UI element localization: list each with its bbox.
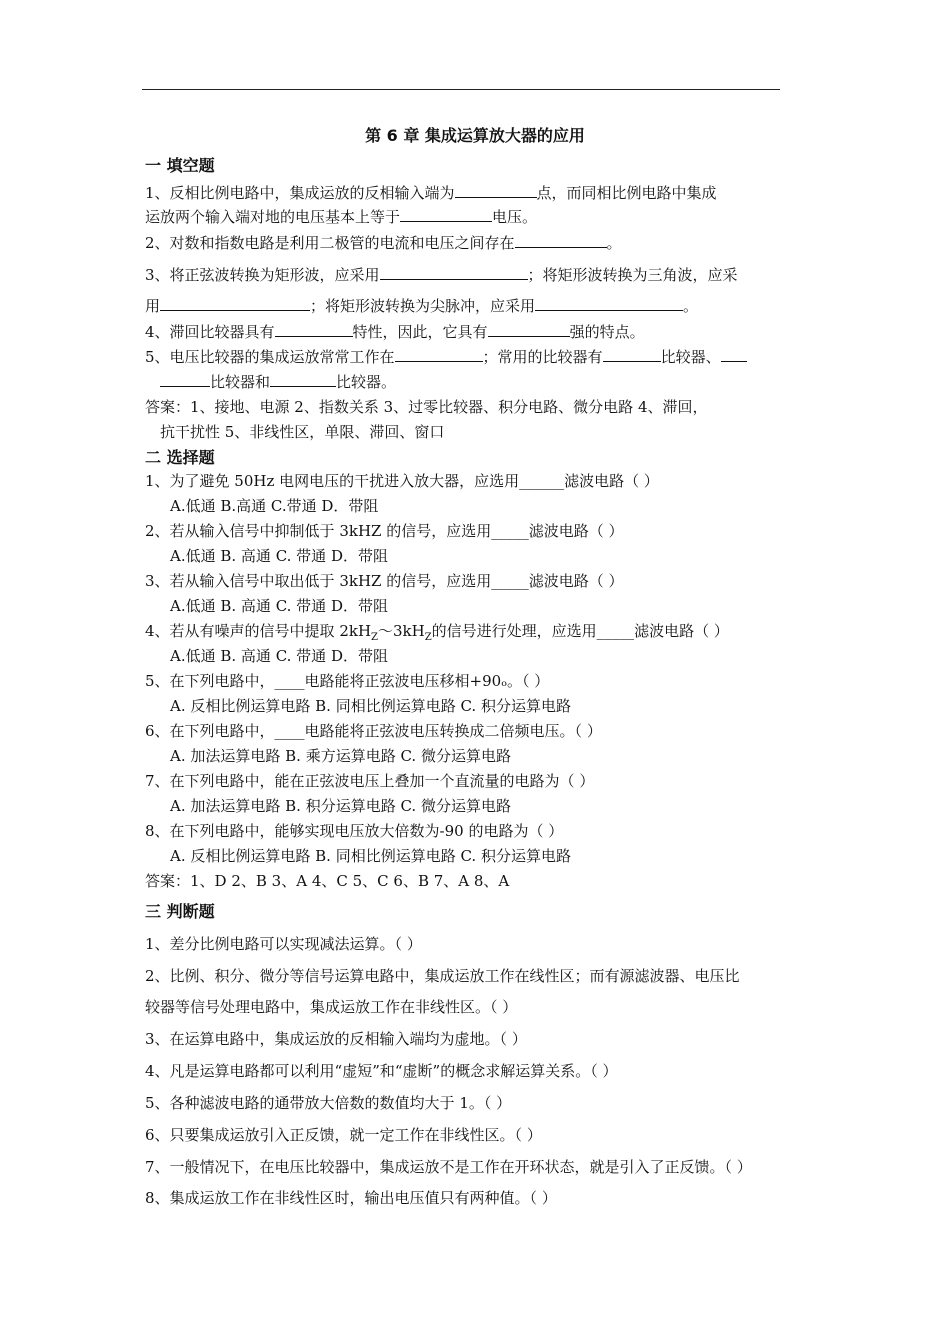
judge-q8: 8、集成运放工作在非线性区时，输出电压值只有两种值。（ ）	[145, 1189, 557, 1207]
fill-answer-line2: 抗干扰性 5、非线性区，单限、滞回、窗口	[160, 423, 445, 441]
choice-q5-options: A. 反相比例运算电路 B. 同相比例运算电路 C. 积分运算电路	[170, 697, 571, 715]
judge-q4: 4、凡是运算电路都可以利用“虚短”和“虚断”的概念求解运算关系。（ ）	[145, 1062, 618, 1080]
choice-q8: 8、在下列电路中，能够实现电压放大倍数为-90 的电路为（ ）	[145, 822, 564, 840]
fill-q3-line1: 3、将正弦波转换为矩形波，应采用 ；将矩形波转换为三角波，应采	[145, 266, 738, 284]
fill-q1-line1: 1、反相比例电路中，集成运放的反相输入端为 点，而同相比例电路中集成	[145, 184, 717, 202]
choice-q5: 5、在下列电路中，____电路能将正弦波电压移相+90ₒ。（ ）	[145, 672, 550, 690]
judge-q6: 6、只要集成运放引入正反馈，就一定工作在非线性区。（ ）	[145, 1126, 542, 1144]
choice-q3: 3、若从输入信号中取出低于 3kHZ 的信号，应选用_____滤波电路（ ）	[145, 572, 624, 590]
blank[interactable]	[160, 296, 310, 311]
section-judge-heading: 三 判断题	[145, 902, 215, 921]
header-rule	[142, 89, 780, 90]
choice-q2-options: A.低通 B. 高通 C. 带通 D．带阻	[170, 547, 388, 565]
fill-q5-line2: 比较器和 比较器。	[160, 372, 396, 392]
choice-q7-options: A. 加法运算电路 B. 积分运算电路 C. 微分运算电路	[170, 797, 511, 815]
fill-answer-line1: 答案：1、接地、电源 2、指数关系 3、过零比较器、积分电路、微分电路 4、滞回，	[145, 398, 708, 416]
blank[interactable]	[721, 347, 747, 362]
judge-q5: 5、各种滤波电路的通带放大倍数的数值均大于 1。（ ）	[145, 1094, 512, 1112]
fill-q4: 4、滞回比较器具有 特性，因此，它具有 强的特点。	[145, 323, 645, 341]
blank[interactable]	[160, 372, 210, 387]
choice-q7: 7、在下列电路中，能在正弦波电压上叠加一个直流量的电路为（ ）	[145, 772, 595, 790]
fill-q5-line1: 5、电压比较器的集成运放常常工作在 ；常用的比较器有 比较器、	[145, 347, 747, 367]
fill-q3-line2: 用 ；将矩形波转换为尖脉冲，应采用 。	[145, 297, 699, 315]
chapter-title: 第 6 章 集成运算放大器的应用	[365, 126, 585, 145]
choice-q6: 6、在下列电路中，____电路能将正弦波电压转换成二倍频电压。（ ）	[145, 722, 602, 740]
blank[interactable]	[535, 296, 683, 311]
choice-q3-options: A.低通 B. 高通 C. 带通 D．带阻	[170, 597, 388, 615]
judge-q2-line2: 较器等信号处理电路中，集成运放工作在非线性区。（ ）	[145, 998, 518, 1016]
choice-q1: 1、为了避免 50Hz 电网电压的干扰进入放大器，应选用______滤波电路（ ）	[145, 472, 659, 490]
judge-q7: 7、一般情况下，在电压比较器中，集成运放不是工作在开环状态，就是引入了正反馈。（ ）	[145, 1158, 752, 1176]
choice-answer: 答案：1、D 2、B 3、A 4、C 5、C 6、B 7、A 8、A	[145, 872, 510, 890]
blank[interactable]	[488, 322, 570, 337]
fill-q1-line2: 运放两个输入端对地的电压基本上等于 电压。	[145, 208, 538, 226]
blank[interactable]	[395, 347, 483, 362]
blank[interactable]	[455, 183, 537, 198]
section-fill-heading: 一 填空题	[145, 156, 215, 175]
blank[interactable]	[380, 265, 528, 280]
blank[interactable]	[603, 347, 661, 362]
section-choice-heading: 二 选择题	[145, 448, 215, 467]
blank[interactable]	[270, 372, 336, 387]
choice-q8-options: A. 反相比例运算电路 B. 同相比例运算电路 C. 积分运算电路	[170, 847, 571, 865]
judge-q3: 3、在运算电路中，集成运放的反相输入端均为虚地。（ ）	[145, 1030, 527, 1048]
choice-q4-options: A.低通 B. 高通 C. 带通 D．带阻	[170, 647, 388, 665]
fill-q2: 2、对数和指数电路是利用二极管的电流和电压之间存在 。	[145, 234, 622, 252]
blank[interactable]	[400, 207, 492, 222]
blank[interactable]	[275, 322, 353, 337]
judge-q2-line1: 2、比例、积分、微分等信号运算电路中，集成运放工作在线性区；而有源滤波器、电压比	[145, 967, 740, 985]
choice-q4: 4、若从有噪声的信号中提取 $2kH_Z\sim 3kH_Z$的信号进行处理，应选用_____滤波电路（ ）	[145, 622, 729, 643]
judge-q1: 1、差分比例电路可以实现减法运算。（ ）	[145, 935, 422, 953]
blank[interactable]	[515, 233, 607, 248]
choice-q6-options: A. 加法运算电路 B. 乘方运算电路 C. 微分运算电路	[170, 747, 511, 765]
choice-q1-options: A.低通 B.高通 C.带通 D．带阻	[170, 497, 379, 515]
choice-q2: 2、若从输入信号中抑制低于 3kHZ 的信号，应选用_____滤波电路（ ）	[145, 522, 624, 540]
